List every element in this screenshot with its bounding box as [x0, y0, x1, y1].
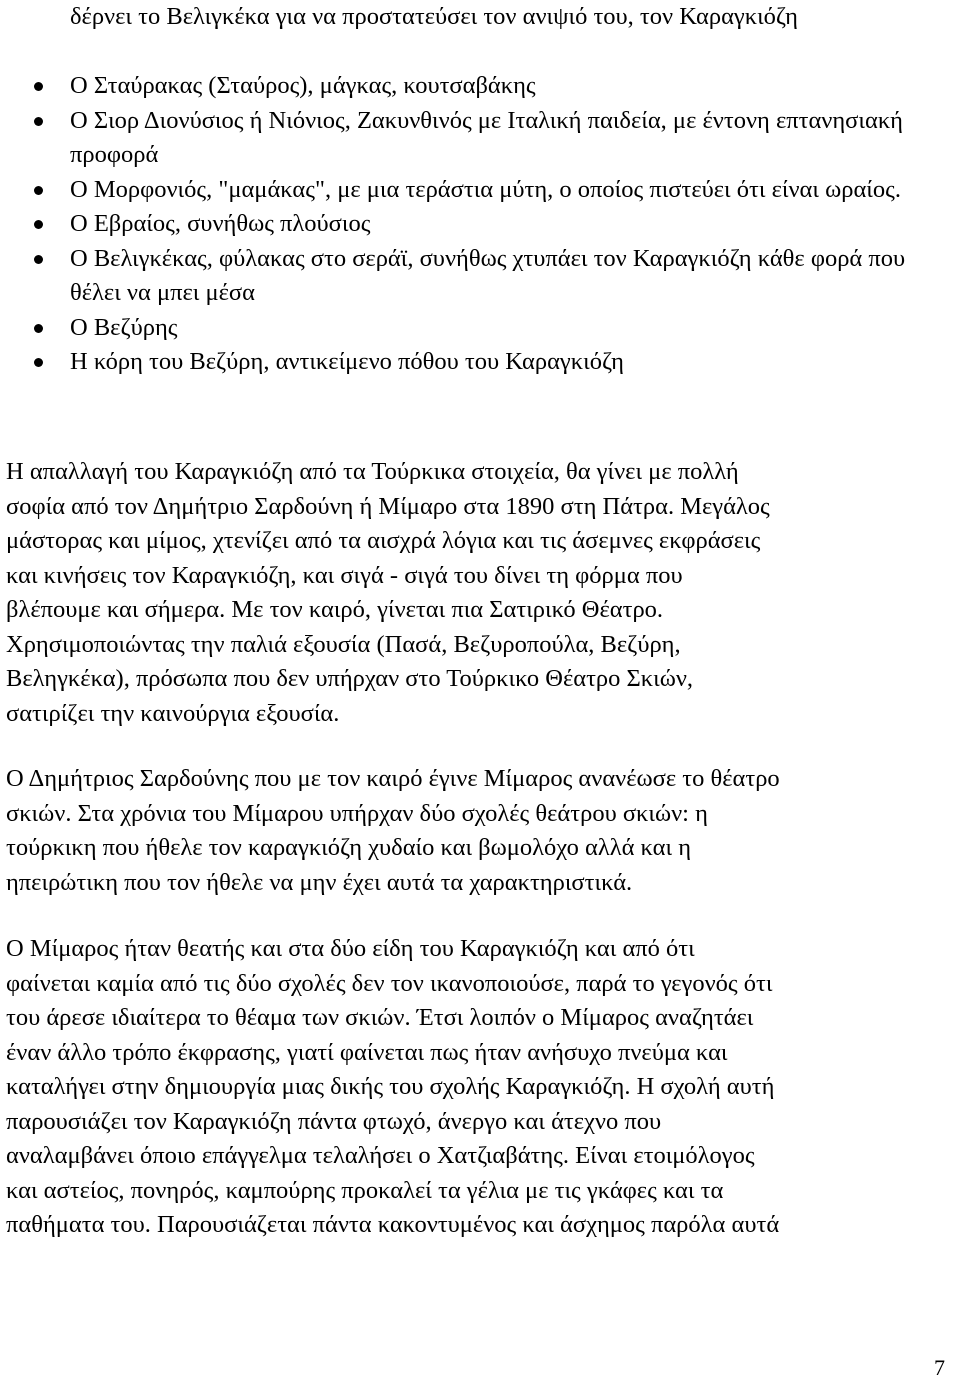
bullet-icon [34, 358, 43, 367]
bullet-icon [34, 255, 43, 264]
bullet-icon [34, 186, 43, 195]
paragraph-line: παρουσιάζει τον Καραγκιόζη πάντα φτωχό, άνεργο και άτεχνο που [6, 1107, 662, 1135]
bullet-icon [34, 82, 43, 91]
paragraph-line: σοφία από τον Δημήτριο Σαρδούνη ή Μίμαρο στα 1890 στη Πάτρα. Μεγάλος [6, 492, 770, 520]
list-item [0, 104, 950, 173]
bullet-icon [34, 324, 43, 333]
paragraph-line: έναν άλλο τρόπο έκφρασης, γιατί φαίνεται πως ήταν ανήσυχο πνεύμα και [6, 1038, 728, 1066]
list-item [0, 311, 950, 346]
list-item [0, 173, 950, 208]
list-item [0, 345, 950, 380]
paragraph-mimaros-school [6, 932, 958, 1243]
paragraph-line: και κινήσεις τον Καραγκιόζη, και σιγά - σιγά του δίνει τη φόρμα που [6, 561, 683, 589]
list-item [0, 242, 950, 311]
paragraph-line: παθήματα του. Παρουσιάζεται πάντα κακοντυμένος και άσχημος παρόλα αυτά [6, 1211, 780, 1238]
paragraph-line: Η απαλλαγή του Καραγκιόζη από τα Τούρκικα στοιχεία, θα γίνει με πολλή [6, 458, 739, 485]
list-item [0, 69, 950, 104]
paragraph-line: βλέπουμε και σήμερα. Με τον καιρό, γίνεται πια Σατιρικό Θέατρο. [6, 596, 664, 623]
paragraph-line: μάστορας και μίμος, χτενίζει από τα αισχρά λόγια και τις άσεμνες εκφράσεις [6, 527, 761, 554]
paragraph-line: σκιών. Στα χρόνια του Μίμαρου υπήρχαν δύο σχολές θεάτρου σκιών: η [6, 799, 708, 827]
paragraph-line: του άρεσε ιδιαίτερα το θέαμα των σκιών. Έτσι λοιπόν ο Μίμαρος αναζητάει [6, 1004, 754, 1031]
paragraph-line: αναλαμβάνει όποιο επάγγελμα τελαλήσει ο Χατζιαβάτης. Είναι ετοιμόλογος [6, 1142, 755, 1169]
paragraph-line: φαίνεται καμία από τις δύο σχολές δεν τον ικανοποιούσε, παρά το γεγονός ότι [6, 969, 773, 997]
continuation-text: δέρνει το Βελιγκέκα για να προστατεύσει τον ανιψιό του, τον Καραγκιόζη [70, 3, 798, 30]
paragraph-line: Βεληγκέκα), πρόσωπα που δεν υπήρχαν στο Τούρκικο Θέατρο Σκιών, [6, 665, 694, 692]
list-item-text: Η κόρη του Βεζύρη, αντικείμενο πόθου του Καραγκιόζη [70, 348, 624, 375]
list-item [0, 207, 950, 242]
paragraph-mimaros-reform [6, 455, 958, 731]
paragraph-line: σατιρίζει την καινούργια εξουσία. [6, 699, 340, 727]
paragraph-line: Ο Μίμαρος ήταν θεατής και στα δύο είδη του Καραγκιόζη και από ότι [6, 935, 695, 962]
paragraph-line: καταλήγει στην δημιουργία μιας δικής του σχολής Καραγκιόζη. Η σχολή αυτή [6, 1073, 775, 1100]
bullet-icon [34, 117, 43, 126]
list-item-text: Ο Βεζύρης [70, 313, 178, 341]
page-number: 7 [934, 1355, 945, 1380]
paragraph-line: Χρησιμοποιώντας την παλιά εξουσία (Πασά, Βεζυροπούλα, Βεζύρη, [6, 630, 681, 658]
paragraph-line: τούρκικη που ήθελε τον καραγκιόζη χυδαίο και βωμολόχο αλλά και η [6, 834, 692, 861]
character-list [0, 69, 960, 380]
paragraph-line: Ο Δημήτριος Σαρδούνης που με τον καιρό έγινε Μίμαρος ανανέωσε το θέατρο [6, 765, 780, 792]
list-item-text: Ο Εβραίος, συνήθως πλούσιος [70, 210, 371, 237]
list-item-text: Ο Σιορ Διονύσιος ή Νιόνιος, Ζακυνθινός με Ιταλική παιδεία, με έντονη επτανησιακή προφορά [70, 106, 903, 168]
list-item-text: Ο Μορφονιός, "μαμάκας", με μια τεράστια μύτη, ο οποίος πιστεύει ότι είναι ωραίος. [70, 175, 901, 203]
paragraph-two-schools [6, 762, 958, 900]
list-item-text: Ο Βελιγκέκας, φύλακας στο σεράϊ, συνήθως χτυπάει τον Καραγκιόζη κάθε φορά που θέλει να μπει μέσα [70, 244, 906, 306]
paragraph-line: και αστείος, πονηρός, καμπούρης προκαλεί τα γέλια με τις γκάφες και τα [6, 1176, 724, 1204]
paragraph-line: ηπειρώτικη που τον ήθελε να μην έχει αυτά τα χαρακτηριστικά. [6, 868, 633, 896]
list-item-text: Ο Σταύρακας (Σταύρος), μάγκας, κουτσαβάκης [70, 72, 536, 99]
bullet-icon [34, 220, 43, 229]
